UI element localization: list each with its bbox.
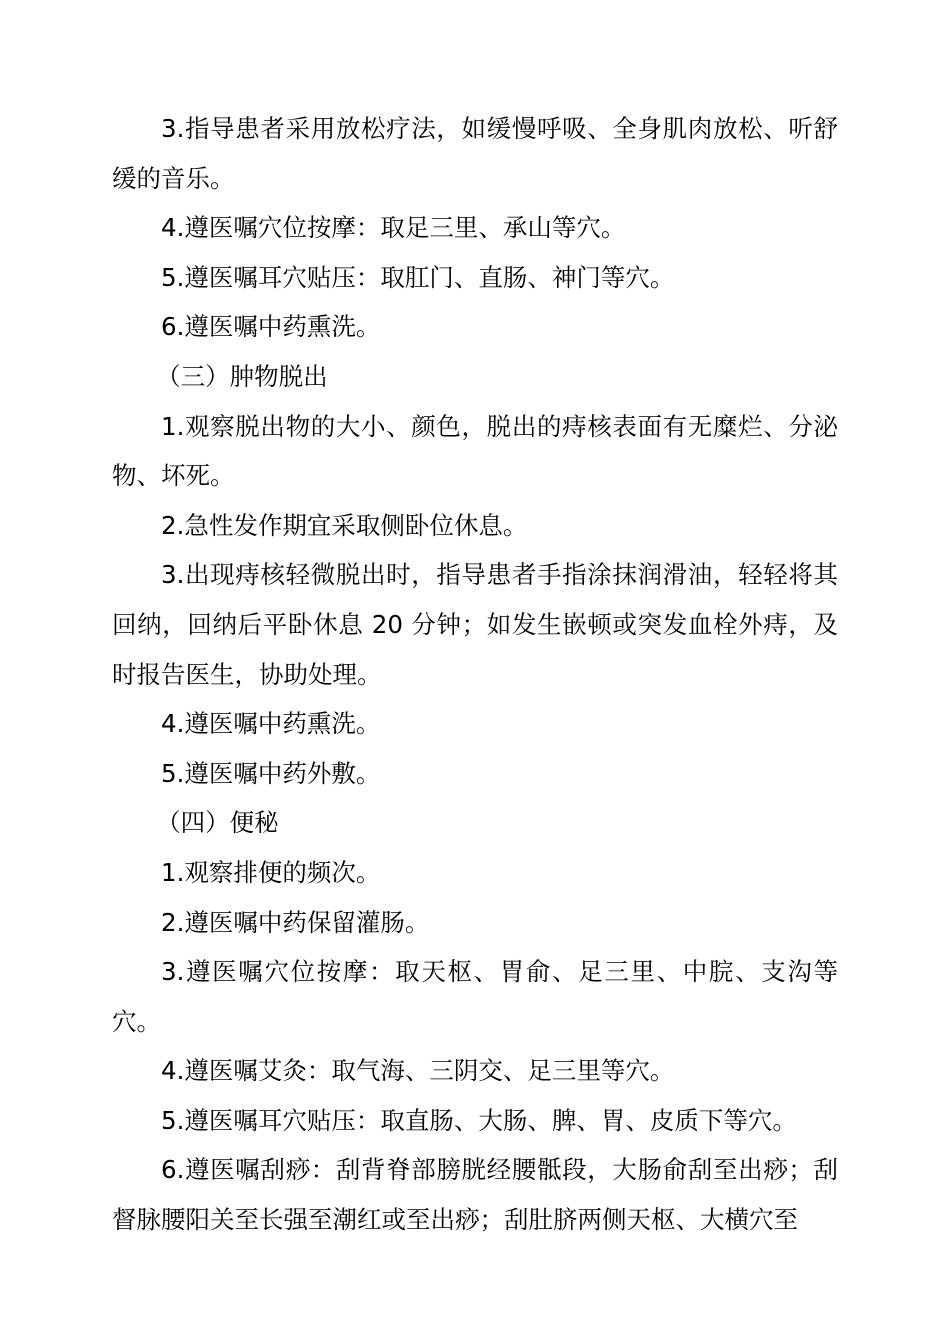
paragraph-item-4-moxibustion: 4.遵医嘱艾灸：取气海、三阴交、足三里等穴。	[161, 1056, 675, 1086]
paragraph-item-6-scraping: 6.遵医嘱刮痧：刮背脊部膀胱经腰骶段，大肠俞刮至出痧；刮督脉腰阳关至长强至潮红或至出痧；刮肚脐两侧天枢、大横穴至	[112, 1155, 838, 1235]
paragraph-item-3-relaxation: 3.指导患者采用放松疗法，如缓慢呼吸、全身肌肉放松、听舒缓的音乐。	[112, 114, 838, 193]
paragraph-item-5-ear-acupoint: 5.遵医嘱耳穴贴压：取直肠、大肠、脾、胃、皮质下等穴。	[161, 1105, 797, 1135]
paragraph-item-4-herbal-fumigation: 4.遵医嘱中药熏洗。	[161, 709, 381, 739]
paragraph-item-5-ear-acupoint: 5.遵医嘱耳穴贴压：取肛门、直肠、神门等穴。	[161, 262, 675, 292]
paragraph-item-6-herbal-fumigation: 6.遵医嘱中药熏洗。	[161, 312, 381, 342]
paragraph-item-5-herbal-compress: 5.遵医嘱中药外敷。	[161, 758, 381, 788]
paragraph-item-4-acupoint-massage: 4.遵医嘱穴位按摩：取足三里、承山等穴。	[161, 213, 626, 243]
paragraph-item-1-bowel-frequency: 1.观察排便的频次。	[161, 857, 381, 887]
paragraph-item-2-retention-enema: 2.遵医嘱中药保留灌肠。	[161, 907, 430, 937]
paragraph-item-2-side-lying: 2.急性发作期宜采取侧卧位休息。	[161, 510, 528, 540]
paragraph-item-3-acupoint-massage: 3.遵医嘱穴位按摩：取天枢、胃俞、足三里、中脘、支沟等穴。	[112, 957, 838, 1036]
document-page	[112, 104, 838, 1245]
section-heading-prolapse: （三）肿物脱出	[156, 361, 328, 391]
paragraph-item-1-observe-prolapse: 1.观察脱出物的大小、颜色，脱出的痔核表面有无糜烂、分泌物、坏死。	[112, 411, 838, 491]
section-heading-constipation: （四）便秘	[156, 808, 279, 838]
paragraph-item-3-reduction: 3.出现痔核轻微脱出时，指导患者手指涂抹润滑油，轻轻将其回纳，回纳后平卧休息 20 分钟；如发生嵌顿或突发血栓外痔，及时报告医生，协助处理。	[112, 560, 838, 689]
